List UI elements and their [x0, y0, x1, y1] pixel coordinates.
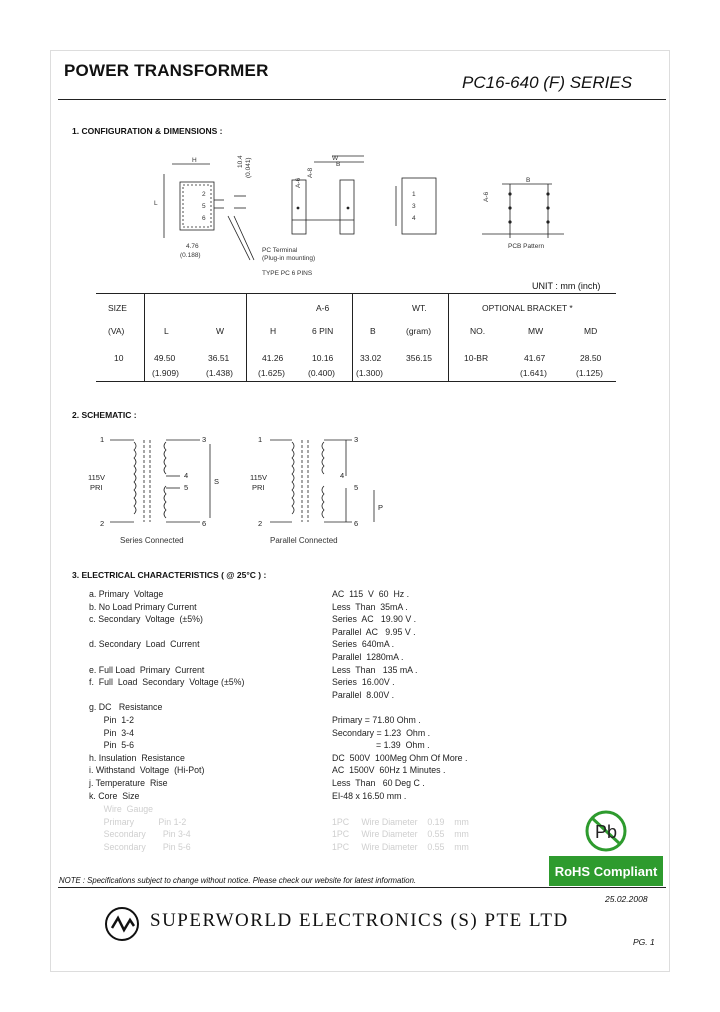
spec-label: g. DC Resistance: [89, 702, 163, 713]
dimension-drawing: [150, 150, 570, 280]
spec-label: [89, 689, 329, 702]
parallel-pin6: 6: [354, 519, 359, 528]
wire-gauge-value: [332, 803, 552, 816]
td-mw: 41.67: [524, 353, 546, 363]
parallel-115v: 115V: [250, 473, 267, 482]
spec-label: j. Temperature Rise: [89, 777, 168, 788]
th-no: NO.: [470, 326, 486, 336]
spec-label: Pin 5-6: [89, 740, 134, 751]
a8-label: A-8: [307, 167, 314, 178]
th-va: (VA): [108, 326, 125, 336]
td-size: 10: [114, 353, 124, 363]
section3-heading: 3. ELECTRICAL CHARACTERISTICS ( @ 25°C ) :: [72, 570, 267, 580]
parallel-pin3: 3: [354, 435, 359, 444]
parallel-pin2: 2: [258, 519, 263, 528]
spec-label: c. Secondary Voltage (±5%): [89, 614, 203, 625]
spec-label: [89, 626, 329, 639]
section1-heading: 1. CONFIGURATION & DIMENSIONS :: [72, 126, 223, 136]
spec-label: d. Secondary Load Current: [89, 639, 200, 650]
spec-value: Less Than 135 mA .: [332, 664, 418, 675]
spec-value: Secondary = 1.23 Ohm .: [332, 727, 431, 738]
wire-gauge-value: 1PC Wire Diameter 0.19 mm: [332, 816, 469, 827]
pb-free-icon: [582, 808, 630, 854]
page-number: PG. 1: [633, 937, 655, 947]
parallel-pin1: 1: [258, 435, 263, 444]
spec-label: Pin 3-4: [89, 727, 134, 738]
lead-length-inch-label: (0.188): [180, 252, 201, 259]
pcb-b-label: B: [526, 177, 531, 184]
td-mw-in: (1.641): [520, 368, 547, 378]
td-wt: 356.15: [406, 353, 432, 363]
td-md: 28.50: [580, 353, 602, 363]
td-md-in: (1.125): [576, 368, 603, 378]
td-no: 10-BR: [464, 353, 489, 363]
wire-gauge-values: [332, 803, 552, 853]
pcb-pattern-label: PCB Pattern: [508, 243, 545, 250]
th-mw: MW: [528, 326, 544, 336]
td-b-in: (1.300): [356, 368, 383, 378]
wire-gauge-label: Secondary Pin 5-6: [89, 841, 191, 852]
td-6pin: 10.16: [312, 353, 334, 363]
lead-length-label: 4.76: [186, 243, 199, 250]
series-pin2: 2: [100, 519, 105, 528]
pin6-label: 6: [202, 215, 206, 222]
th-6pin: 6 PIN: [312, 326, 334, 336]
rohs-badge: RoHS Compliant: [549, 856, 663, 886]
wire-gauge-value: 1PC Wire Diameter 0.55 mm: [332, 829, 469, 840]
spec-value: DC 500V 100Meg Ohm Of More .: [332, 752, 468, 763]
spec-label: k. Core Size: [89, 790, 140, 801]
series-caption: Series Connected: [120, 536, 184, 545]
td-l-in: (1.909): [152, 368, 179, 378]
spec-label: i. Withstand Voltage (Hi-Pot): [89, 765, 205, 776]
spec-value: AC 115 V 60 Hz .: [332, 589, 410, 599]
series-pin3: 3: [202, 435, 207, 444]
company-logo-icon: [104, 906, 140, 942]
spec-value: Parallel AC 9.95 V .: [332, 626, 416, 637]
spec-value: Less Than 60 Deg C .: [332, 777, 425, 788]
dim-b-label: B: [336, 161, 341, 168]
footer-note: NOTE : Specifications subject to change without notice. Please check our website for latest information.: [59, 876, 417, 885]
parallel-pin4: 4: [340, 471, 345, 480]
wire-gauge-label: Secondary Pin 3-4: [89, 829, 191, 840]
td-h: 41.26: [262, 353, 284, 363]
th-h: H: [270, 326, 277, 336]
spec-value: Series 16.00V .: [332, 677, 395, 688]
td-6pin-in: (0.400): [308, 368, 335, 378]
elec-values: [332, 588, 552, 802]
parallel-pri: PRI: [252, 483, 265, 492]
th-wt: WT.: [412, 303, 427, 313]
wire-gauge-label: Primary Pin 1-2: [89, 816, 187, 827]
pin-spacing-inch-label: (0.041): [245, 157, 252, 178]
wire-gauge-value: 1PC Wire Diameter 0.55 mm: [332, 841, 469, 852]
plug-in-label: (Plug-in mounting): [262, 255, 316, 262]
td-b: 33.02: [360, 353, 382, 363]
td-l: 49.50: [154, 353, 176, 363]
end-pin4-label: 4: [412, 215, 416, 222]
pc-terminal-label: PC Terminal: [262, 247, 298, 254]
header-rule: [58, 99, 666, 100]
series-pin4: 4: [184, 471, 189, 480]
spec-label: a. Primary Voltage: [89, 589, 164, 599]
spec-value: Parallel 1280mA .: [332, 651, 404, 662]
pb-text: Pb: [595, 822, 618, 842]
dim-l-label: L: [154, 200, 158, 207]
series-pri: PRI: [90, 483, 103, 492]
td-w: 36.51: [208, 353, 230, 363]
th-gram: (gram): [406, 326, 432, 336]
td-h-in: (1.625): [258, 368, 285, 378]
parallel-p-label: P: [378, 503, 384, 512]
spec-value: Less Than 35mA .: [332, 601, 408, 612]
pin-spacing-label: 10.4: [237, 155, 244, 168]
spec-value: Series AC 19.90 V .: [332, 614, 417, 625]
dimension-table: [96, 293, 616, 382]
spec-label: Pin 1-2: [89, 714, 134, 725]
spec-value: Parallel 8.00V .: [332, 689, 395, 700]
spec-label: b. No Load Primary Current: [89, 601, 197, 612]
series-pin1: 1: [100, 435, 105, 444]
spec-value: = 1.39 Ohm .: [332, 740, 430, 751]
spec-label: h. Insulation Resistance: [89, 752, 185, 763]
parallel-caption: Parallel Connected: [270, 536, 338, 545]
wire-gauge-labels: [89, 803, 329, 853]
th-l: L: [164, 326, 169, 336]
spec-value: Series 640mA .: [332, 639, 395, 650]
spec-label: e. Full Load Primary Current: [89, 664, 205, 675]
end-pin1-label: 1: [412, 191, 416, 198]
series-115v: 115V: [88, 473, 105, 482]
spec-value: AC 1500V 60Hz 1 Minutes .: [332, 765, 446, 776]
th-w: W: [216, 326, 225, 336]
series-pin6: 6: [202, 519, 207, 528]
document-title: POWER TRANSFORMER: [64, 61, 269, 80]
spec-value: EI-48 x 16.50 mm .: [332, 790, 407, 801]
elec-labels: [89, 588, 329, 802]
spec-label: f. Full Load Secondary Voltage (±5%): [89, 677, 245, 688]
th-b: B: [370, 326, 376, 336]
footer-rule: [58, 887, 666, 888]
wire-gauge-label: Wire Gauge: [89, 804, 154, 814]
series-s-label: S: [214, 477, 220, 486]
spec-value: [332, 701, 552, 714]
th-bracket: OPTIONAL BRACKET *: [482, 303, 573, 313]
spec-label: [89, 651, 329, 664]
end-pin3-label: 3: [412, 203, 416, 210]
section2-heading: 2. SCHEMATIC :: [72, 410, 137, 420]
th-size: SIZE: [108, 303, 127, 313]
pins-type-label: TYPE PC 6 PINS: [262, 270, 313, 277]
schematic-drawing: [80, 430, 400, 550]
dim-h-label: H: [192, 157, 197, 164]
pin5-label: 5: [202, 203, 206, 210]
dim-w-label: W: [332, 155, 339, 162]
parallel-pin5: 5: [354, 483, 359, 492]
th-a6: A-6: [316, 303, 330, 313]
pcb-a6-label: A-6: [483, 191, 490, 202]
footer-date: 25.02.2008: [605, 894, 648, 904]
pin2-label: 2: [202, 191, 206, 198]
spec-value: Primary = 71.80 Ohm .: [332, 714, 421, 725]
th-md: MD: [584, 326, 598, 336]
series-title: PC16-640 (F) SERIES: [462, 73, 633, 92]
a6-label: A-6: [295, 177, 302, 188]
unit-label: UNIT : mm (inch): [532, 281, 601, 291]
series-pin5: 5: [184, 483, 189, 492]
company-name: SUPERWORLD ELECTRONICS (S) PTE LTD: [150, 910, 569, 931]
td-w-in: (1.438): [206, 368, 233, 378]
